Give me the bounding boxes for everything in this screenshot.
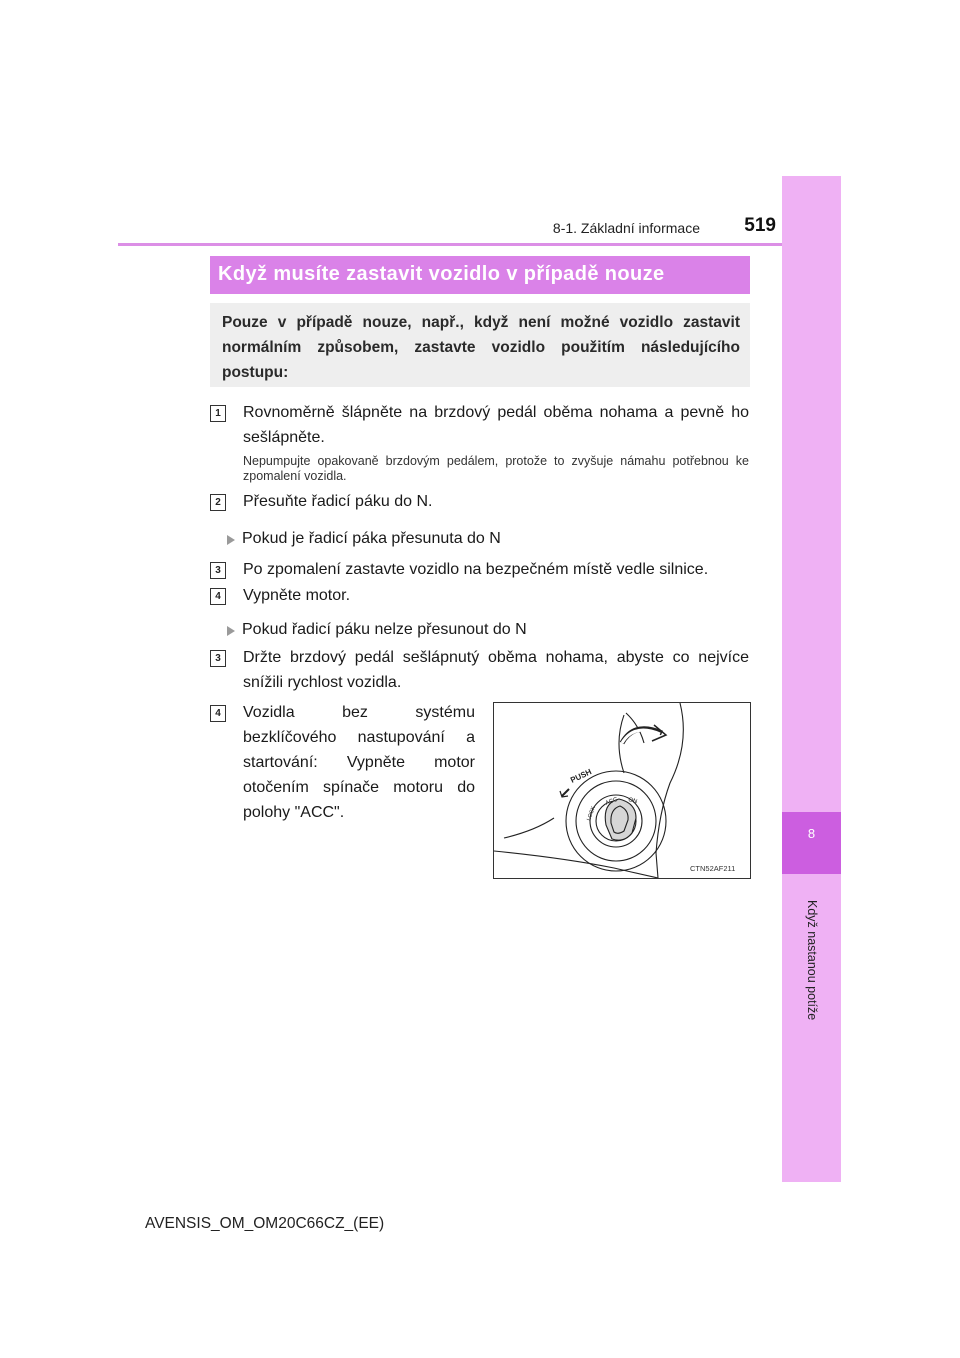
triangle-bullet-icon	[227, 535, 235, 545]
intro-text: Pouze v případě nouze, např., když není možné vozidlo zastavit normálním způsobem, zastavte vozidlo použitím následujícího postupu:	[222, 314, 740, 381]
lock-label: LOCK	[586, 805, 598, 822]
step-text-1: Rovnoměrně šlápněte na brzdový pedál oběma nohama a pevně ho sešlápněte.	[243, 404, 749, 446]
page-title: Když musíte zastavit vozidlo v případě nouze	[218, 263, 665, 285]
push-label: PUSH	[569, 767, 593, 785]
step-text-4a: Vypněte motor.	[243, 587, 351, 604]
step-number-1: 1	[210, 405, 226, 422]
header-divider	[118, 243, 782, 246]
chapter-tab-active	[782, 812, 841, 874]
step-number-3a: 3	[210, 562, 226, 579]
figure-code: CTN52AF211	[690, 864, 736, 873]
triangle-bullet-icon	[227, 626, 235, 636]
step-text-2: Přesuňte řadicí páku do N.	[243, 493, 433, 510]
chapter-number: 8	[807, 826, 816, 841]
case-heading-cannot-shift: Pokud řadicí páku nelze přesunout do N	[242, 621, 527, 638]
section-title: 8-1. Základní informace	[552, 220, 700, 236]
step-number-4a: 4	[210, 588, 226, 605]
chapter-side-tab	[782, 176, 841, 1182]
step-text-3a: Po zpomalení zastavte vozidlo na bezpečném místě vedle silnice.	[243, 561, 709, 578]
step-number-4b: 4	[210, 705, 226, 722]
page-number: 519	[744, 215, 776, 236]
step-text-4b: Vozidla bez systému bezklíčového nastupování a startování: Vypněte motor otočením spínače motoru do polohy "ACC".	[243, 704, 475, 821]
step-note-1: Nepumpujte opakovaně brzdovým pedálem, protože to zvyšuje námahu potřebnou ke zpomalení vozidla.	[243, 454, 749, 483]
chapter-vertical-title: Když nastanou potíže	[805, 900, 819, 1021]
case-heading-shift-to-n: Pokud je řadicí páka přesunuta do N	[242, 530, 501, 547]
step-number-2: 2	[210, 494, 226, 511]
ignition-switch-drawing	[494, 703, 750, 878]
on-label: ON	[627, 797, 638, 806]
footer-model-code: AVENSIS_OM_OM20C66CZ_(EE)	[145, 1215, 385, 1232]
step-text-3b: Držte brzdový pedál sešlápnutý oběma nohama, abyste co nejvíce snížili rychlost vozidla.	[243, 649, 749, 691]
acc-label: ACC	[604, 796, 619, 807]
ignition-switch-illustration	[493, 702, 751, 879]
step-number-3b: 3	[210, 650, 226, 667]
